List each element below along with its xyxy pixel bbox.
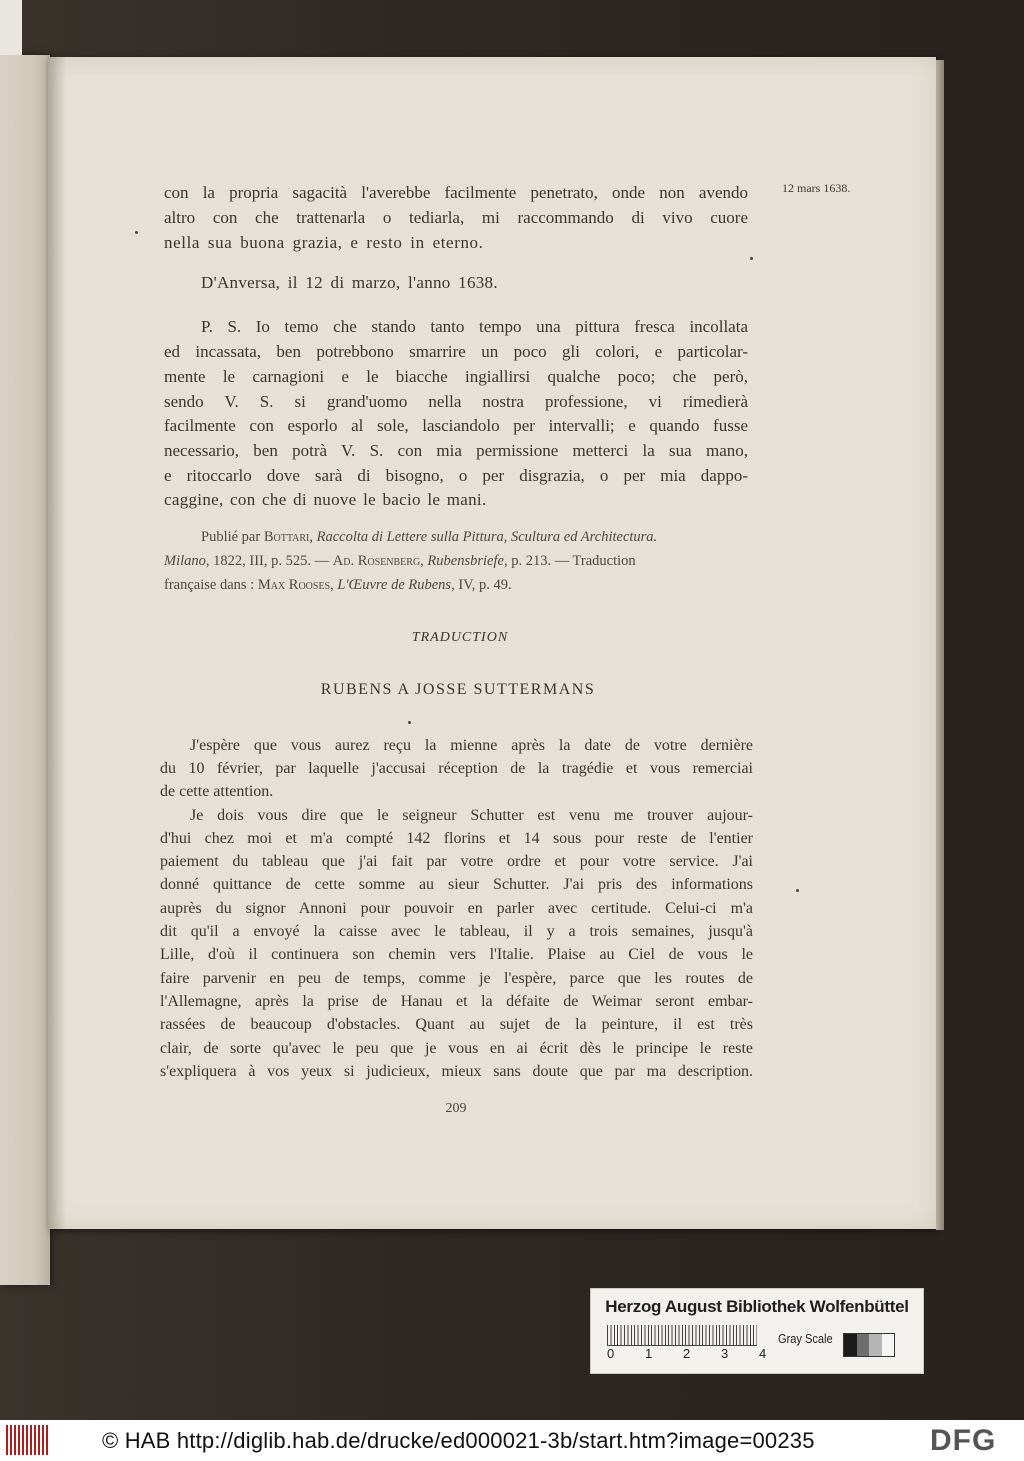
text-line: e ritoccarlo dove sarà di bisogno, o per disgrazia, o per mia dappo- <box>164 466 748 485</box>
library-name: Herzog August Bibliothek Wolfenbüttel <box>605 1297 909 1316</box>
text-line: P. S. Io temo che stando tanto tempo una pittura fresca incollata <box>201 317 748 336</box>
text-line: mente le carnagioni e le biacche ingiallirsi qualche poco; che però, <box>164 367 748 386</box>
text-line: ed incassata, ben potrebbono smarrire un poco gli colori, e particolar- <box>164 342 748 361</box>
text-line: caggine, con che di nuove le bacio le mani. <box>164 490 487 509</box>
text-line: du 10 février, par laquelle j'accusai réception de la tragédie et vous remerciai <box>160 760 753 777</box>
text-line: dit qu'il a envoyé la caisse avec le tableau, il y a trois semaines, jusqu'à <box>160 923 753 940</box>
color-calibration-card <box>590 1288 924 1374</box>
ruler-label: 1 <box>645 1346 653 1361</box>
gray-swatch <box>882 1334 895 1356</box>
footer-bar <box>0 1420 1024 1461</box>
footer-copyright-url[interactable]: © HAB http://diglib.hab.de/drucke/ed000021-3b/start.htm?image=00235 <box>102 1428 815 1453</box>
source-note-line-3: française dans : Max Rooses, L'Œuvre de Rubens, IV, p. 49. <box>164 577 512 593</box>
text-line: facilmente con esporlo al sole, lasciandolo per intervalli; e quando fusse <box>164 416 748 435</box>
letter-date-line: D'Anversa, il 12 di marzo, l'anno 1638. <box>201 273 498 292</box>
gray-swatch <box>869 1334 882 1356</box>
speck-mark <box>408 721 411 724</box>
page-number: 209 <box>445 1101 467 1116</box>
ruler-label: 4 <box>759 1346 767 1361</box>
gray-scale-swatches <box>843 1333 895 1357</box>
text-line: con la propria sagacità l'averebbe facilmente penetrato, onde non avendo <box>164 183 748 202</box>
text-line: J'espère que vous aurez reçu la mienne après la date de votre dernière <box>190 737 753 754</box>
ruler-label: 2 <box>683 1346 691 1361</box>
text-line: d'hui chez moi et m'a compté 142 florins et 14 sous pour reste de l'entier <box>160 830 753 847</box>
margin-date-note: 12 mars 1638. <box>782 181 851 195</box>
text-line: faire parvenir en peu de temps, comme je l'espère, parce que les routes de <box>160 970 753 987</box>
text-line: necessario, ben potrà V. S. con mia permissione metterci la sua mano, <box>164 441 748 460</box>
text-line: nella sua buona grazia, e resto in eterno. <box>164 233 484 252</box>
text-line: de cette attention. <box>160 783 274 800</box>
dfg-logo: DFG <box>930 1424 997 1457</box>
ruler-scale <box>607 1325 757 1346</box>
text-line: auprès du signor Annoni pour pouvoir en parler avec certitude. Celui-ci m'a <box>160 900 753 917</box>
gray-swatch <box>857 1334 870 1356</box>
ruler-label: 3 <box>721 1346 729 1361</box>
speck-mark <box>750 257 753 260</box>
text-line: rassées de beaucoup d'obstacles. Quant au sujet de la peinture, il est très <box>160 1016 753 1033</box>
gray-scale-label: Gray Scale <box>778 1331 833 1346</box>
source-note-line-1: Publié par Bottari, Raccolta di Lettere sulla Pittura, Scultura ed Architectura. <box>201 529 658 545</box>
hab-barcode-logo-icon <box>6 1425 50 1455</box>
source-note-line-2: Milano, 1822, III, p. 525. — Ad. Rosenberg, Rubensbriefe, p. 213. — Traduction <box>164 553 636 569</box>
scan-bed-corner <box>0 0 22 55</box>
text-line: l'Allemagne, après la prise de Hanau et la défaite de Weimar seront embar- <box>160 993 753 1010</box>
text-line: paiement du tableau que j'ai fait par votre ordre et pour votre service. J'ai <box>160 853 753 870</box>
letter-title: RUBENS A JOSSE SUTTERMANS <box>320 681 596 698</box>
section-heading-translation: TRADUCTION <box>411 630 509 645</box>
text-line: altro con che trattenarla o tediarla, mi raccommando di vivo cuore <box>164 208 748 227</box>
ruler-label: 0 <box>607 1346 615 1361</box>
text-line: sendo V. S. si grand'uomo nella nostra professione, vi rimedierà <box>164 392 748 411</box>
speck-mark <box>135 231 138 234</box>
page-edge <box>936 60 944 1230</box>
text-line: s'expliquera à vos yeux si judicieux, mieux sans doute que par ma description. <box>160 1063 753 1080</box>
speck-mark <box>796 889 799 892</box>
gray-swatch <box>844 1334 857 1356</box>
text-line: donné quittance de cette somme au sieur Schutter. J'ai pris des informations <box>160 876 753 893</box>
text-line: clair, de sorte qu'avec le peu que je vous en ai écrit dès le principe le reste <box>160 1040 753 1057</box>
text-line: Je dois vous dire que le seigneur Schutter est venu me trouver aujour- <box>190 807 753 824</box>
text-line: Lille, d'où il continuera son chemin vers l'Italie. Plaise au Ciel de vous le <box>160 946 753 963</box>
